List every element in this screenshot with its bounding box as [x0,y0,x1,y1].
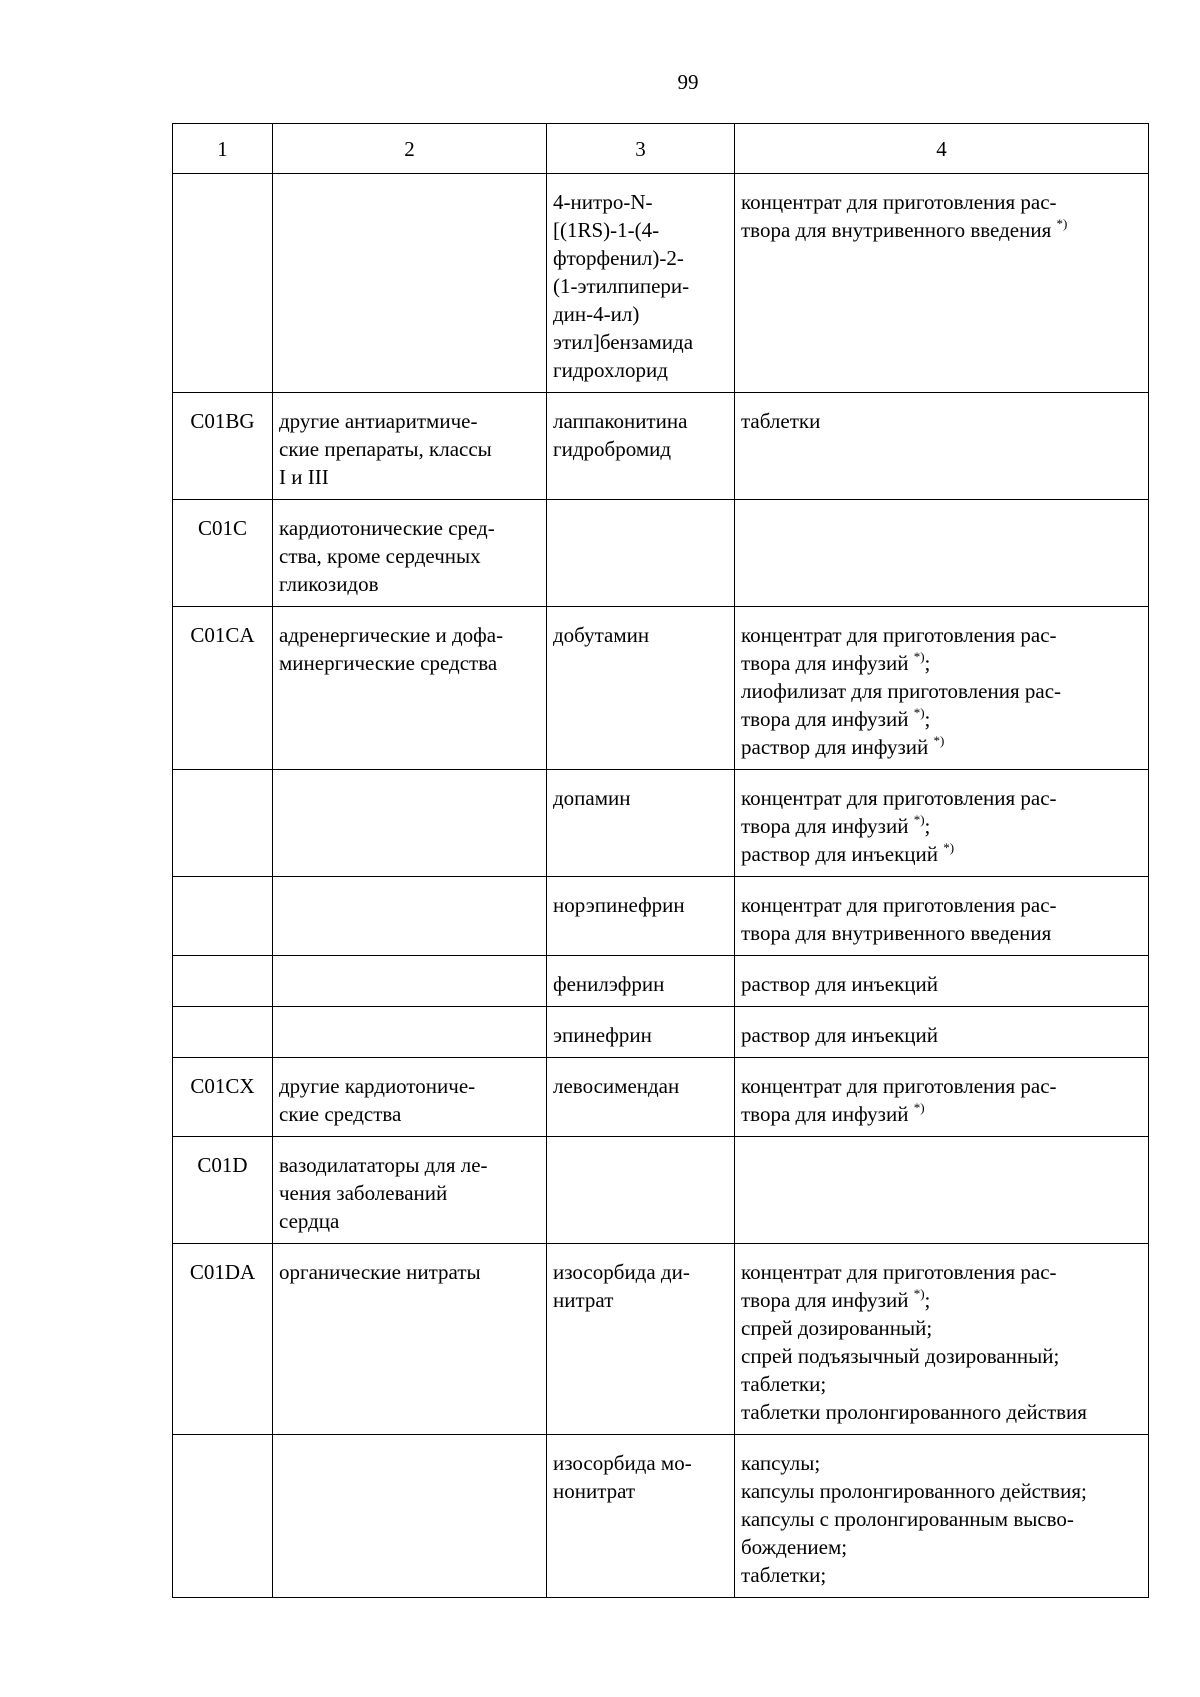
group-line: чения заболеваний [279,1181,448,1205]
dosage-form-line [741,1100,1142,1128]
dosage-forms-cell [735,770,1149,877]
dosage-form-text: твора для инфузий [741,651,914,675]
dosage-forms-cell [735,500,1149,607]
drug-line: фенилэфрин [553,972,665,996]
dosage-form-text: концентрат для приготовления рас- [741,623,1057,647]
atc-code: C01DA [189,1260,256,1284]
dosage-form-line [741,1505,1142,1533]
dosage-form-text: концентрат для приготовления рас- [741,190,1057,214]
dosage-form-line [741,216,1142,244]
footnote-mark: *) [913,705,925,720]
group-cell [273,770,547,877]
table-row [173,956,1149,1007]
dosage-form-line [741,812,1142,840]
drug-line: гидрохлорид [553,358,668,382]
drug-cell [547,1244,735,1435]
dosage-form-text: концентрат для приготовления рас- [741,893,1057,917]
dosage-form-text: таблетки пролонгированного действия [741,1400,1087,1424]
table-row [173,1435,1149,1598]
drug-cell [547,393,735,500]
footnote-mark: *) [913,1100,925,1115]
dosage-forms-cell [735,956,1149,1007]
drug-cell [547,877,735,956]
group-cell [273,607,547,770]
drug-line: лаппаконитина [553,409,688,433]
drug-line: дин-4-ил) [553,302,640,326]
dosage-forms-cell [735,607,1149,770]
dosage-forms-cell [735,1244,1149,1435]
group-line: органические нитраты [279,1260,481,1284]
dosage-form-text: твора для внутривенного введения [741,218,1057,242]
group-cell [273,393,547,500]
drug-line: эпинефрин [553,1023,652,1047]
drug-cell [547,1058,735,1137]
dosage-form-line [741,919,1142,947]
drug-line: нонитрат [553,1479,636,1503]
dosage-form-text: раствор для инъекций [741,972,938,996]
drug-cell [547,1007,735,1058]
atc-code-cell [173,770,273,877]
dosage-form-text: таблетки; [741,1563,827,1587]
table-row [173,770,1149,877]
table-row [173,174,1149,393]
footnote-mark: *) [933,733,945,748]
dosage-form-punct: ; [924,814,931,838]
atc-code-cell [173,174,273,393]
drug-line: гидробромид [553,437,672,461]
group-cell [273,1435,547,1598]
drug-line: [(1RS)-1-(4- [553,218,660,242]
atc-code-cell [173,607,273,770]
drug-line: норэпинефрин [553,893,685,917]
drug-line: допамин [553,786,631,810]
page-number: 99 [677,70,699,94]
dosage-form-line [741,188,1142,216]
dosage-form-text: бождением; [741,1535,848,1559]
dosage-form-line [741,1314,1142,1342]
group-line: гликозидов [279,572,379,596]
dosage-form-line [741,1258,1142,1286]
group-line: адренергические и дофа- [279,623,504,647]
group-line: ства, кроме сердечных [279,544,481,568]
drug-line: этил]бензамида [553,330,694,354]
dosage-forms-cell [735,1435,1149,1598]
group-cell [273,174,547,393]
drug-cell [547,500,735,607]
dosage-form-line [741,1477,1142,1505]
atc-code: C01CA [190,623,255,647]
dosage-form-text: концентрат для приготовления рас- [741,1074,1057,1098]
dosage-form-text: лиофилизат для приготовления рас- [741,679,1062,703]
drug-cell [547,770,735,877]
table-row [173,877,1149,956]
dosage-form-text: раствор для инъекций [741,842,944,866]
column-header-3: 3 [547,124,735,174]
group-cell [273,500,547,607]
atc-code: C01BG [190,409,255,433]
group-cell [273,1244,547,1435]
drug-cell [547,174,735,393]
dosage-form-text: таблетки; [741,1372,827,1396]
group-line: сердца [279,1209,340,1233]
group-line: вазодилататоры для ле- [279,1153,488,1177]
dosage-form-text: твора для инфузий [741,1288,914,1312]
dosage-form-punct: ; [924,651,931,675]
footnote-mark: *) [913,1286,925,1301]
group-line: другие кардиотониче- [279,1074,476,1098]
atc-code-cell [173,500,273,607]
column-header-4: 4 [735,124,1149,174]
table-row [173,393,1149,500]
group-cell [273,956,547,1007]
table-row [173,1244,1149,1435]
dosage-form-line [741,1072,1142,1100]
dosage-form-text: твора для инфузий [741,707,914,731]
drug-cell [547,607,735,770]
drug-cell [547,1137,735,1244]
dosage-form-line [741,1342,1142,1370]
dosage-forms-cell [735,174,1149,393]
dosage-form-line [741,1398,1142,1426]
drug-cell [547,1435,735,1598]
dosage-form-text: капсулы с пролонгированным высво- [741,1507,1074,1531]
table-row [173,1058,1149,1137]
dosage-form-line [741,705,1142,733]
dosage-form-line [741,677,1142,705]
dosage-form-text: раствор для инъекций [741,1023,938,1047]
drug-line: нитрат [553,1288,614,1312]
group-cell [273,1137,547,1244]
group-line: ские средства [279,1102,402,1126]
atc-code-cell [173,1058,273,1137]
dosage-form-line [741,1533,1142,1561]
drug-line: (1-этилпипери- [553,274,690,298]
dosage-form-text: спрей дозированный; [741,1316,933,1340]
group-line: другие антиаритмиче- [279,409,478,433]
atc-code-cell [173,1435,273,1598]
dosage-form-line [741,1021,1142,1049]
atc-code: C01CX [190,1074,255,1098]
footnote-mark: *) [943,840,955,855]
column-header-2: 2 [273,124,547,174]
dosage-form-text: раствор для инфузий [741,735,934,759]
atc-code-cell [173,1244,273,1435]
dosage-form-line [741,891,1142,919]
dosage-forms-cell [735,1137,1149,1244]
dosage-form-text: капсулы; [741,1451,821,1475]
group-line: I и III [279,465,329,489]
group-line: кардиотонические сред- [279,516,495,540]
dosage-forms-cell [735,393,1149,500]
dosage-form-punct: ; [924,1288,931,1312]
atc-code-cell [173,1137,273,1244]
atc-code-cell [173,877,273,956]
footnote-mark: *) [1056,216,1068,231]
atc-code: C01C [197,516,247,540]
dosage-form-text: твора для инфузий [741,814,914,838]
group-line: ские препараты, классы [279,437,492,461]
group-cell [273,877,547,956]
dosage-form-line [741,407,1142,435]
atc-code-cell [173,1007,273,1058]
drug-table [172,123,1149,1598]
dosage-form-text: таблетки [741,409,821,433]
dosage-form-text: капсулы пролонгированного действия; [741,1479,1087,1503]
drug-line: добутамин [553,623,650,647]
drug-cell [547,956,735,1007]
dosage-form-line [741,1449,1142,1477]
group-cell [273,1007,547,1058]
drug-line: 4-нитро-N- [553,190,653,214]
dosage-form-line [741,784,1142,812]
dosage-form-text: концентрат для приготовления рас- [741,1260,1057,1284]
dosage-form-line [741,1561,1142,1589]
dosage-form-line [741,649,1142,677]
table-row [173,1137,1149,1244]
dosage-form-line [741,970,1142,998]
table-header-row [173,124,1149,174]
group-line: минергические средства [279,651,498,675]
drug-line: левосимендан [553,1074,680,1098]
table-row [173,1007,1149,1058]
drug-line: изосорбида мо- [553,1451,692,1475]
table-body [173,124,1149,1598]
table-row [173,607,1149,770]
footnote-mark: *) [913,649,925,664]
atc-code-cell [173,956,273,1007]
dosage-form-line [741,1286,1142,1314]
dosage-form-line [741,733,1142,761]
dosage-form-line [741,840,1142,868]
dosage-form-text: твора для внутривенного введения [741,921,1052,945]
dosage-form-line [741,621,1142,649]
drug-line: фторфенил)-2- [553,246,684,270]
dosage-form-text: концентрат для приготовления рас- [741,786,1057,810]
dosage-form-text: твора для инфузий [741,1102,914,1126]
dosage-forms-cell [735,1058,1149,1137]
dosage-forms-cell [735,877,1149,956]
column-header-1: 1 [173,124,273,174]
atc-code-cell [173,393,273,500]
table-row [173,500,1149,607]
group-cell [273,1058,547,1137]
drug-line: изосорбида ди- [553,1260,690,1284]
dosage-form-line [741,1370,1142,1398]
footnote-mark: *) [913,812,925,827]
dosage-forms-cell [735,1007,1149,1058]
atc-code: C01D [197,1153,248,1177]
dosage-form-punct: ; [924,707,931,731]
dosage-form-text: спрей подъязычный дозированный; [741,1344,1060,1368]
